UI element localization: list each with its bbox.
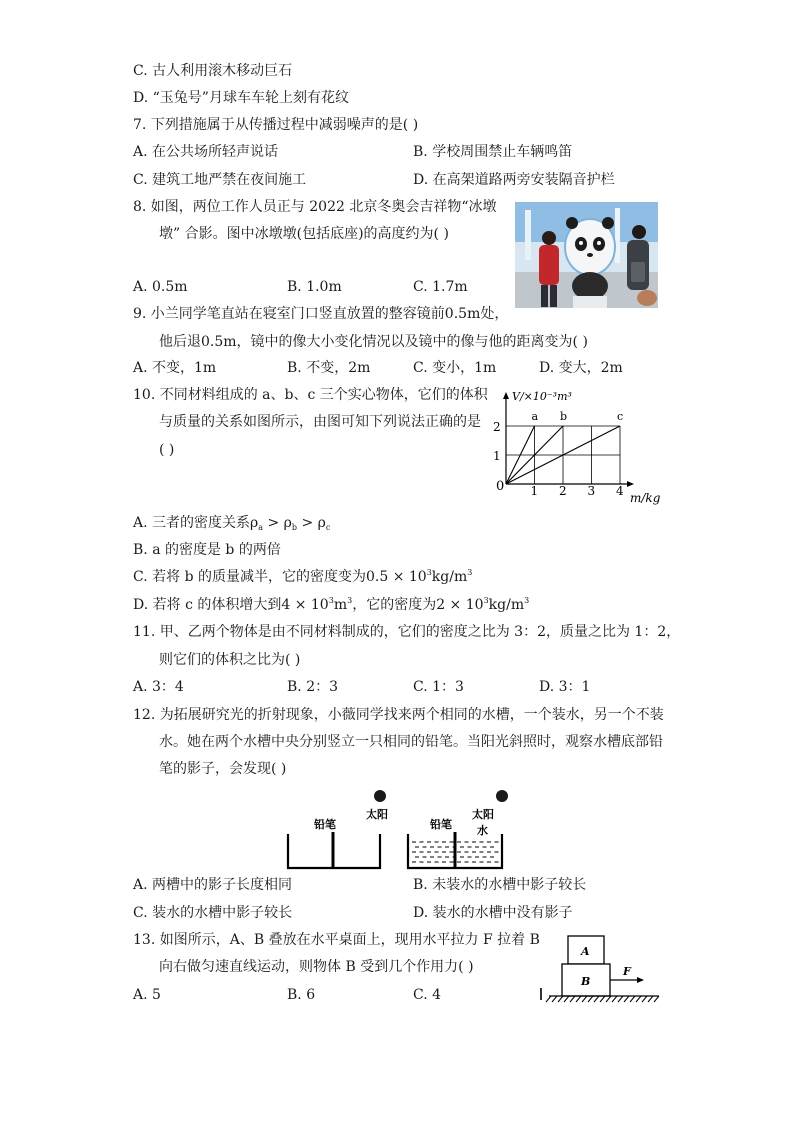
graph-origin-label: 0 bbox=[496, 479, 505, 494]
q11-option-b: B. 2：3 bbox=[287, 679, 339, 695]
q7-option-b: B. 学校周围禁止车辆鸣笛 bbox=[413, 144, 573, 160]
q13-stem-line1: 13. 如图所示，A、B 叠放在水平桌面上，现用水平拉力 F 拉着 B bbox=[133, 932, 540, 948]
q13-option-c: C. 4 bbox=[413, 987, 442, 1003]
hatch-line bbox=[630, 996, 635, 1002]
hatch-line bbox=[594, 996, 599, 1002]
hatch-line bbox=[612, 996, 617, 1002]
graph-x-tick-label: 1 bbox=[530, 484, 539, 498]
hatch-line bbox=[618, 996, 623, 1002]
q6-option-c: C. 古人利用滚木移动巨石 bbox=[133, 63, 293, 79]
q7-stem: 7. 下列措施属于从传播过程中减弱噪声的是( ) bbox=[133, 117, 419, 133]
q8-option-a: A. 0.5m bbox=[133, 279, 188, 295]
force-arrowhead bbox=[637, 977, 644, 983]
graph-ticks bbox=[493, 420, 624, 498]
hatch-line bbox=[582, 996, 587, 1002]
hatch-line bbox=[654, 996, 659, 1002]
q8-stem-line1: 8. 如图，两位工作人员正与 2022 北京冬奥会吉祥物“冰墩 bbox=[133, 199, 497, 215]
block-b-label: B bbox=[581, 975, 591, 988]
hatch-line bbox=[588, 996, 593, 1002]
q12-option-b: B. 未装水的水槽中影子较长 bbox=[413, 877, 587, 893]
q9-option-d: D. 变大，2m bbox=[539, 360, 623, 376]
graph-series-label-a: a bbox=[531, 410, 539, 423]
graph-ylabel: V/×10⁻³m³ bbox=[512, 390, 572, 403]
force-label: F bbox=[623, 965, 631, 978]
mascot-photo bbox=[515, 202, 658, 308]
v-m-graph bbox=[490, 384, 670, 506]
q9-stem-line1: 9. 小兰同学笔直站在寝室门口竖直放置的整容镜前0.5m处， bbox=[133, 306, 509, 322]
q13-option-b: B. 6 bbox=[287, 987, 316, 1003]
graph-series bbox=[506, 410, 623, 484]
graph-xlabel: m/kg bbox=[630, 491, 661, 505]
left-sun-label: 太阳 bbox=[366, 808, 388, 821]
q10-option-c: C. 若将 b 的质量减半，它的密度变为$0.5 \times 10^3kg/m^3$ bbox=[133, 568, 473, 585]
water-label: 水 bbox=[477, 824, 488, 837]
water-tank-figure bbox=[280, 782, 520, 874]
q7-option-d: D. 在高架道路两旁安装隔音护栏 bbox=[413, 172, 615, 188]
hatch-line bbox=[576, 996, 581, 1002]
q9-option-c: C. 变小，1m bbox=[413, 360, 497, 376]
q11-stem-line1: 11. 甲、乙两个物体是由不同材料制成的，它们的密度之比为 3：2，质量之比为 1：2， bbox=[133, 624, 681, 640]
hatch-line bbox=[624, 996, 629, 1002]
q10-option-d: D. 若将 c 的体积增大到$4 \times 10^3m^3$，它的密度为$2 \times 10^3kg/m^3$ bbox=[133, 596, 530, 613]
q10-stem-line2: 与质量的关系如图所示，由图可知下列说法正确的是 bbox=[159, 414, 481, 430]
q11-option-a: A. 3：4 bbox=[133, 679, 184, 695]
bing-dwen-dwen-photo bbox=[515, 202, 658, 308]
q8-option-c: C. 1.7m bbox=[413, 279, 468, 295]
right-sun-icon bbox=[496, 790, 508, 802]
q12-stem-line1: 12. 为拓展研究光的折射现象，小薇同学找来两个相同的水槽，一个装水，另一个不装 bbox=[133, 707, 664, 723]
right-sun-label: 太阳 bbox=[472, 808, 494, 821]
q9-option-b: B. 不变，2m bbox=[287, 360, 371, 376]
graph-x-tick-label: 2 bbox=[559, 484, 567, 498]
graph-y-tick-label: 2 bbox=[493, 420, 501, 434]
hatch-line bbox=[600, 996, 605, 1002]
q8-stem-line2: 墩” 合影。图中冰墩墩(包括底座)的高度约为( ) bbox=[159, 226, 449, 242]
q12-stem-line3: 笔的影子，会发现( ) bbox=[159, 761, 287, 777]
q7-option-a: A. 在公共场所轻声说话 bbox=[133, 144, 279, 160]
stacked-blocks-figure bbox=[535, 932, 665, 1004]
graph-x-tick-label: 3 bbox=[587, 484, 596, 498]
q12-option-c: C. 装水的水槽中影子较长 bbox=[133, 905, 293, 921]
q10-stem-line3: ( ) bbox=[159, 442, 175, 458]
q10-option-a: A. 三者的密度关系$\rho_a > \rho_b > \rho_c$ bbox=[133, 515, 331, 532]
q12-option-d: D. 装水的水槽中没有影子 bbox=[413, 905, 573, 921]
hatch-line bbox=[552, 996, 557, 1002]
hatch-line bbox=[570, 996, 575, 1002]
q13-stem-line2: 向右做匀速直线运动，则物体 B 受到几个作用力( ) bbox=[159, 959, 474, 975]
hatch-line bbox=[558, 996, 563, 1002]
block-a-label: A bbox=[581, 945, 590, 958]
q13-option-a: A. 5 bbox=[133, 987, 161, 1003]
graph-y-tick-label: 1 bbox=[493, 449, 501, 463]
q10-stem-line1: 10. 不同材料组成的 a、b、c 三个实心物体，它们的体积 bbox=[133, 387, 488, 403]
q7-option-c: C. 建筑工地严禁在夜间施工 bbox=[133, 172, 307, 188]
q12-stem-line2: 水。她在两个水槽中央分别竖立一只相同的铅笔。当阳光斜照时，观察水槽底部铅 bbox=[159, 734, 663, 750]
q11-option-d: D. 3：1 bbox=[539, 679, 591, 695]
hatch-line bbox=[636, 996, 641, 1002]
hatch-line bbox=[546, 996, 551, 1002]
graph-series-label-c: c bbox=[617, 410, 624, 423]
hatch-line bbox=[564, 996, 569, 1002]
hatch-line bbox=[648, 996, 653, 1002]
q11-stem-line2: 则它们的体积之比为( ) bbox=[159, 652, 301, 668]
q10-option-b: B. a 的密度是 b 的两倍 bbox=[133, 542, 281, 558]
q9-option-a: A. 不变，1m bbox=[133, 360, 217, 376]
left-sun-icon bbox=[374, 790, 386, 802]
graph-x-tick-label: 4 bbox=[616, 484, 624, 498]
hatch-line bbox=[606, 996, 611, 1002]
hatch-line bbox=[642, 996, 647, 1002]
table-hatching bbox=[546, 996, 659, 1002]
q12-option-a: A. 两槽中的影子长度相同 bbox=[133, 877, 293, 893]
q9-stem-line2: 他后退0.5m，镜中的像大小变化情况以及镜中的像与他的距离变为( ) bbox=[159, 334, 588, 350]
q6-option-d: D. “玉兔号”月球车车轮上刻有花纹 bbox=[133, 90, 349, 106]
graph-x-arrow bbox=[627, 481, 634, 487]
graph-series-label-b: b bbox=[560, 410, 568, 423]
q8-option-b: B. 1.0m bbox=[287, 279, 342, 295]
graph-y-arrow bbox=[503, 392, 509, 399]
left-pencil-label: 铅笔 bbox=[314, 818, 336, 831]
q11-option-c: C. 1：3 bbox=[413, 679, 464, 695]
right-pencil-label: 铅笔 bbox=[430, 818, 452, 831]
